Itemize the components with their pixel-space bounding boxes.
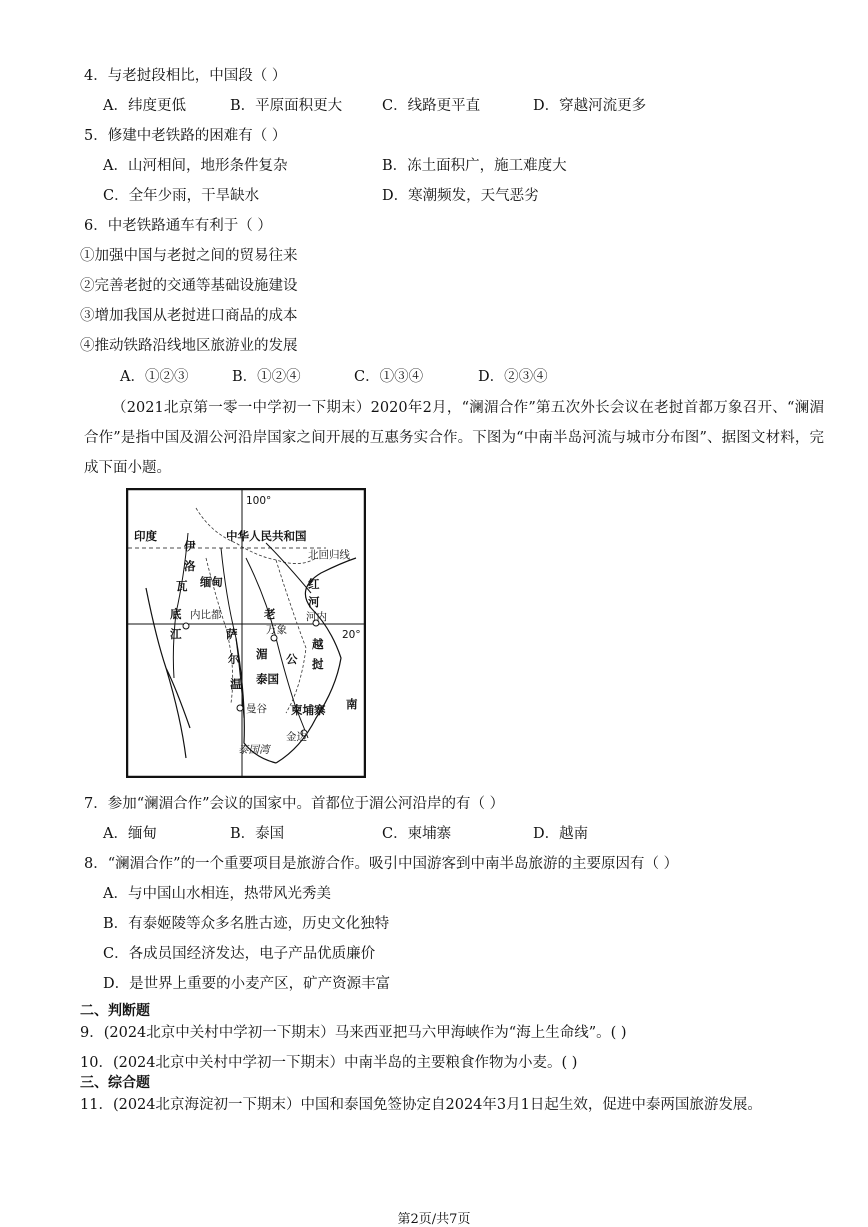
question-11: 11．(2024北京海淀初一下期末）中国和泰国免签协定自2024年3月1日起生效，促进中泰两国旅游发展。 [80,1097,762,1113]
question-5-option-d: D．寒潮频发，天气恶劣 [382,188,539,204]
map-label-india: 印度 [134,529,157,543]
question-8-option-a: A．与中国山水相连，热带风光秀美 [103,886,331,902]
question-6-option-d: D．②③④ [478,369,548,385]
question-9: 9．(2024北京中关村中学初一下期末）马来西亚把马六甲海峡作为“海上生命线”。( ) [80,1025,627,1041]
map-label-hanoi: 河内 [306,611,327,623]
map-label-hong: 红 [308,577,320,591]
question-10: 10．(2024北京中关村中学初一下期末）中南半岛的主要粮食作物为小麦。( ) [80,1055,578,1071]
question-4-option-d: D．穿越河流更多 [533,98,647,114]
map-label-yue: 越 [312,637,324,651]
map-label-wa: 瓦 [176,579,188,593]
question-7-option-a: A．缅甸 [103,826,157,842]
question-8-option-c: C．各成员国经济发达，电子产品优质廉价 [103,946,376,962]
map-label-tropic: 北回归线 [308,549,350,561]
question-7-stem: 7．参加“澜湄合作”会议的国家中。首都位于湄公河沿岸的有（ ） [84,796,505,812]
map-label-lon: 100° [246,495,272,507]
question-8-option-d: D．是世界上重要的小麦产区，矿产资源丰富 [103,976,391,992]
map-label-china: 中华人民共和国 [226,529,307,543]
question-6-item-3: ③增加我国从老挝进口商品的成本 [80,308,298,324]
map-label-naypyidaw: 内比都 [190,609,222,621]
indochina-river-city-map [126,488,366,778]
question-6-option-c: C．①③④ [354,369,424,385]
page-footer: 第2页/共7页 [397,1212,471,1227]
question-4-option-b: B．平原面积更大 [230,98,343,114]
question-7-option-b: B．泰国 [230,826,285,842]
map-label-south: 南 [346,697,358,711]
map-label-sa: 萨 [226,627,238,641]
question-6-option-b: B．①②④ [232,369,301,385]
map-label-wen: 温 [230,677,242,691]
map-label-luo: 洛 [184,559,196,573]
question-6-item-4: ④推动铁路沿线地区旅游业的发展 [80,338,298,354]
map-label-er: 尔 [228,652,240,666]
question-5-option-a: A．山河相间，地形条件复杂 [103,158,288,174]
question-7-option-d: D．越南 [533,826,589,842]
question-6-option-a: A．①②③ [120,369,189,385]
question-4-option-a: A．纬度更低 [103,98,186,114]
question-5-stem: 5．修建中老铁路的困难有（ ） [84,128,287,144]
section-heading-comprehensive: 三、综合题 [80,1075,150,1091]
question-6-stem: 6．中老铁路通车有利于（ ） [84,218,272,234]
map-label-cambodia: 柬埔寨 [291,703,326,717]
question-8-stem: 8．“澜湄合作”的一个重要项目是旅游合作。吸引中国游客到中南半岛旅游的主要原因有（ ） [84,856,679,872]
question-4-stem: 4．与老挝段相比，中国段（ ） [84,68,287,84]
section-heading-judgment: 二、判断题 [80,1003,150,1019]
map-label-gong: 公 [286,652,298,666]
map-label-vientiane: 万象 [266,624,287,636]
question-5-option-c: C．全年少雨，干旱缺水 [103,188,260,204]
map-label-he: 河 [308,595,320,609]
question-7-option-c: C．柬埔寨 [382,826,452,842]
map-label-laos: 老 [264,607,276,621]
question-8-option-b: B．有泰姬陵等众多名胜古迹，历史文化独特 [103,916,390,932]
question-4-option-c: C．线路更平直 [382,98,481,114]
map-label-thailand: 泰国 [256,672,279,686]
question-5-option-b: B．冻土面积广，施工难度大 [382,158,567,174]
passage-text: （2021北京第一零一中学初一下期末）2020年2月，“澜湄合作”第五次外长会议在老挝首都万象召开、“澜湄合作”是指中国及湄公河沿岸国家之间开展的互惠务实合作。下图为“中南半岛河流与城市分布图”、据图文材料，完成下面小题。 [84,400,824,476]
map-label-di: 底 [170,607,182,621]
question-6-item-1: ①加强中国与老挝之间的贸易往来 [80,248,298,264]
map-label-jiang: 江 [170,627,182,641]
map-label-yi: 伊 [184,539,196,553]
map-label-myanmar: 缅甸 [200,575,223,589]
map-label-nan: 湄 [256,647,268,661]
question-6-item-2: ②完善老挝的交通等基础设施建设 [80,278,298,294]
map-label-bangkok: 曼谷 [246,703,267,715]
map-label-lat: 20° [342,629,361,641]
map-label-laos2: 挝 [312,657,324,671]
map-label-phnompenh: 金边 [286,731,307,743]
map-label-gulf: 泰国湾 [238,744,270,756]
